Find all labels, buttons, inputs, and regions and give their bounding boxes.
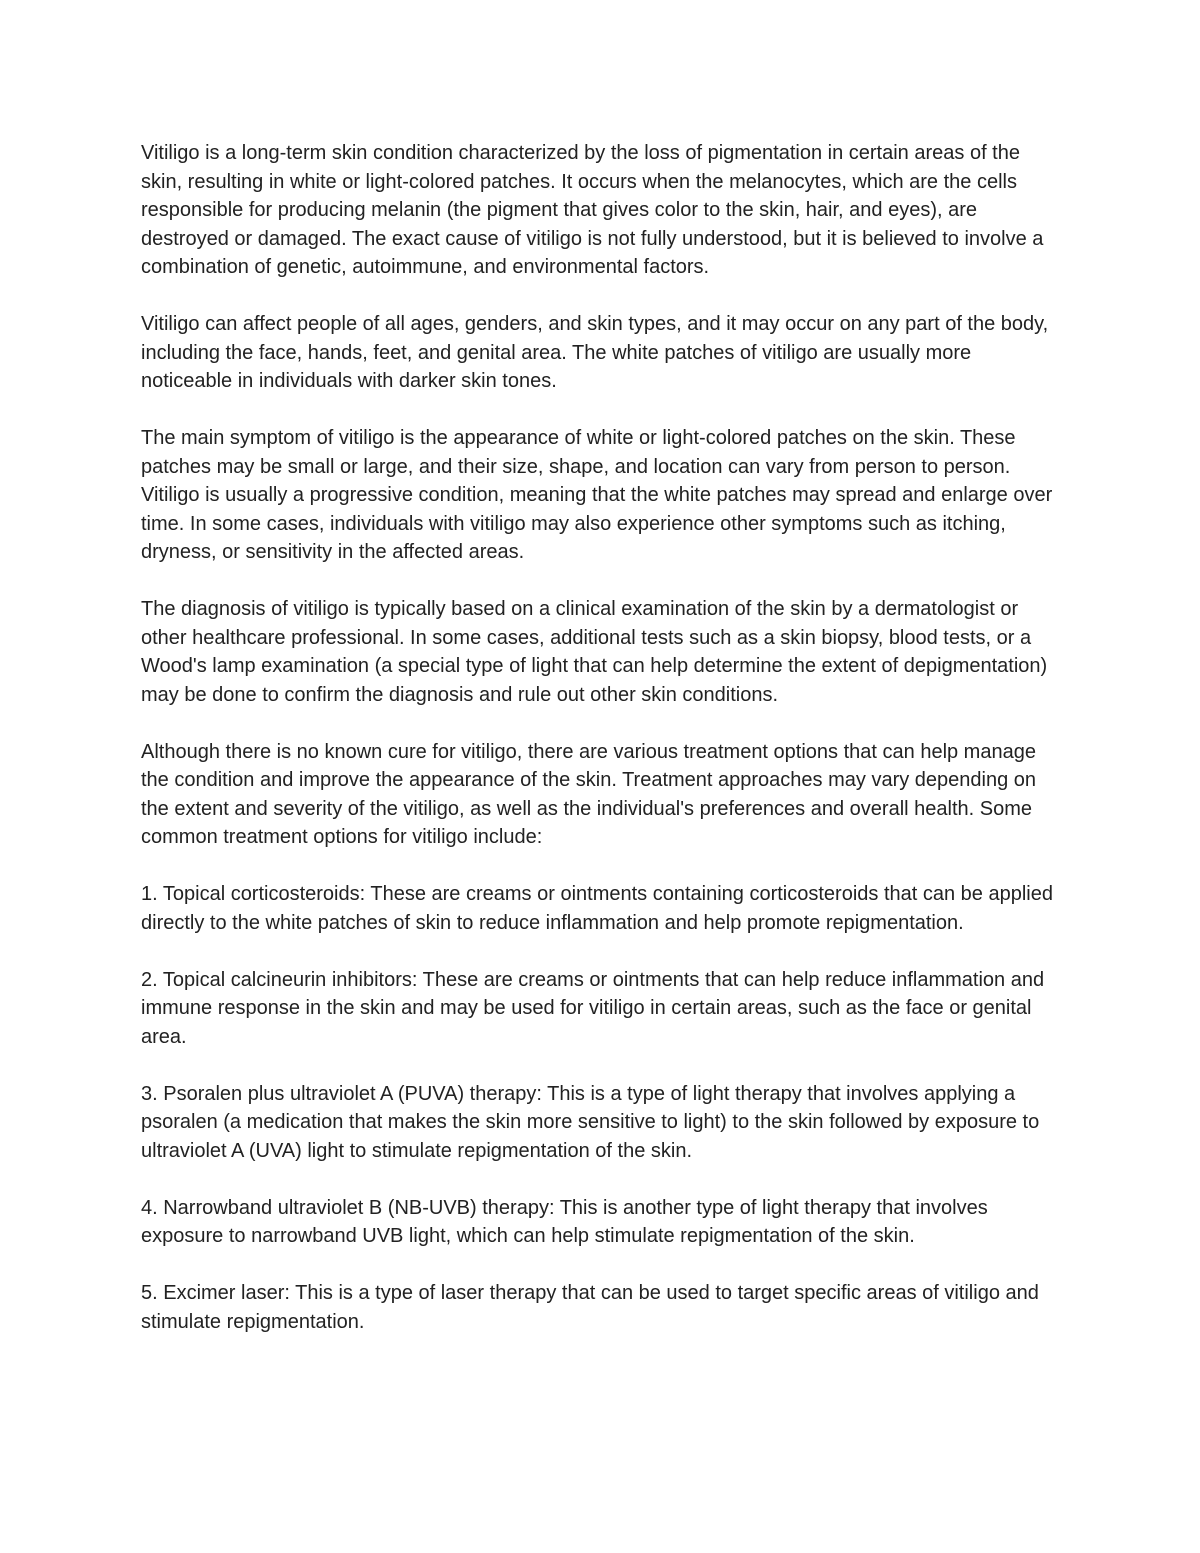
list-item-treatment-1: 1. Topical corticosteroids: These are creams or ointments containing corticosteroids that can be applied directly to the white patches of skin to reduce inflammation and help promote repigmentation.	[141, 883, 1053, 934]
document-page	[141, 139, 1066, 1365]
list-item-treatment-3: 3. Psoralen plus ultraviolet A (PUVA) therapy: This is a type of light therapy that involves applying a psoralen (a medication that makes the skin more sensitive to light) to the skin followed by exposure to ultraviolet A (UVA) light to stimulate repigmentation of the skin.	[141, 1082, 1040, 1162]
paragraph-treatment-intro: Although there is no known cure for vitiligo, there are various treatment options that can help manage the condition and improve the appearance of the skin. Treatment approaches may vary depending on the extent and severity of the vitiligo, as well as the individual's preferences and overall health. Some common treatment options for vitiligo include:	[141, 740, 1037, 848]
list-item-treatment-5: 5. Excimer laser: This is a type of laser therapy that can be used to target specific areas of vitiligo and stimulate repigmentation.	[141, 1282, 1039, 1333]
paragraph-diagnosis: The diagnosis of vitiligo is typically based on a clinical examination of the skin by a dermatologist or other healthcare professional. In some cases, additional tests such as a skin biopsy, blood tests, or a Wood's lamp examination (a special type of light that can help determine the extent of depigmentation) may be done to confirm the diagnosis and rule out other skin conditions.	[141, 598, 1048, 706]
paragraph-symptoms: The main symptom of vitiligo is the appearance of white or light-colored patches on the skin. These patches may be small or large, and their size, shape, and location can vary from person to person. Vitiligo is usually a progressive condition, meaning that the white patches may spread and enlarge over time. In some cases, individuals with vitiligo may also experience other symptoms such as itching, dryness, or sensitivity in the affected areas.	[141, 427, 1053, 563]
paragraph-intro: Vitiligo is a long-term skin condition characterized by the loss of pigmentation in certain areas of the skin, resulting in white or light-colored patches. It occurs when the melanocytes, which are the cells responsible for producing melanin (the pigment that gives color to the skin, hair, and eyes), are destroyed or damaged. The exact cause of vitiligo is not fully understood, but it is believed to involve a combination of genetic, autoimmune, and environmental factors.	[141, 142, 1044, 278]
list-item-treatment-4: 4. Narrowband ultraviolet B (NB-UVB) therapy: This is another type of light therapy that involves exposure to narrowband UVB light, which can help stimulate repigmentation of the skin.	[141, 1196, 988, 1247]
paragraph-who-affected: Vitiligo can affect people of all ages, genders, and skin types, and it may occur on any part of the body, including the face, hands, feet, and genital area. The white patches of vitiligo are usually more noticeable in individuals with darker skin tones.	[141, 313, 1049, 392]
list-item-treatment-2: 2. Topical calcineurin inhibitors: These are creams or ointments that can help reduce inflammation and immune response in the skin and may be used for vitiligo in certain areas, such as the face or genital area.	[141, 968, 1045, 1048]
